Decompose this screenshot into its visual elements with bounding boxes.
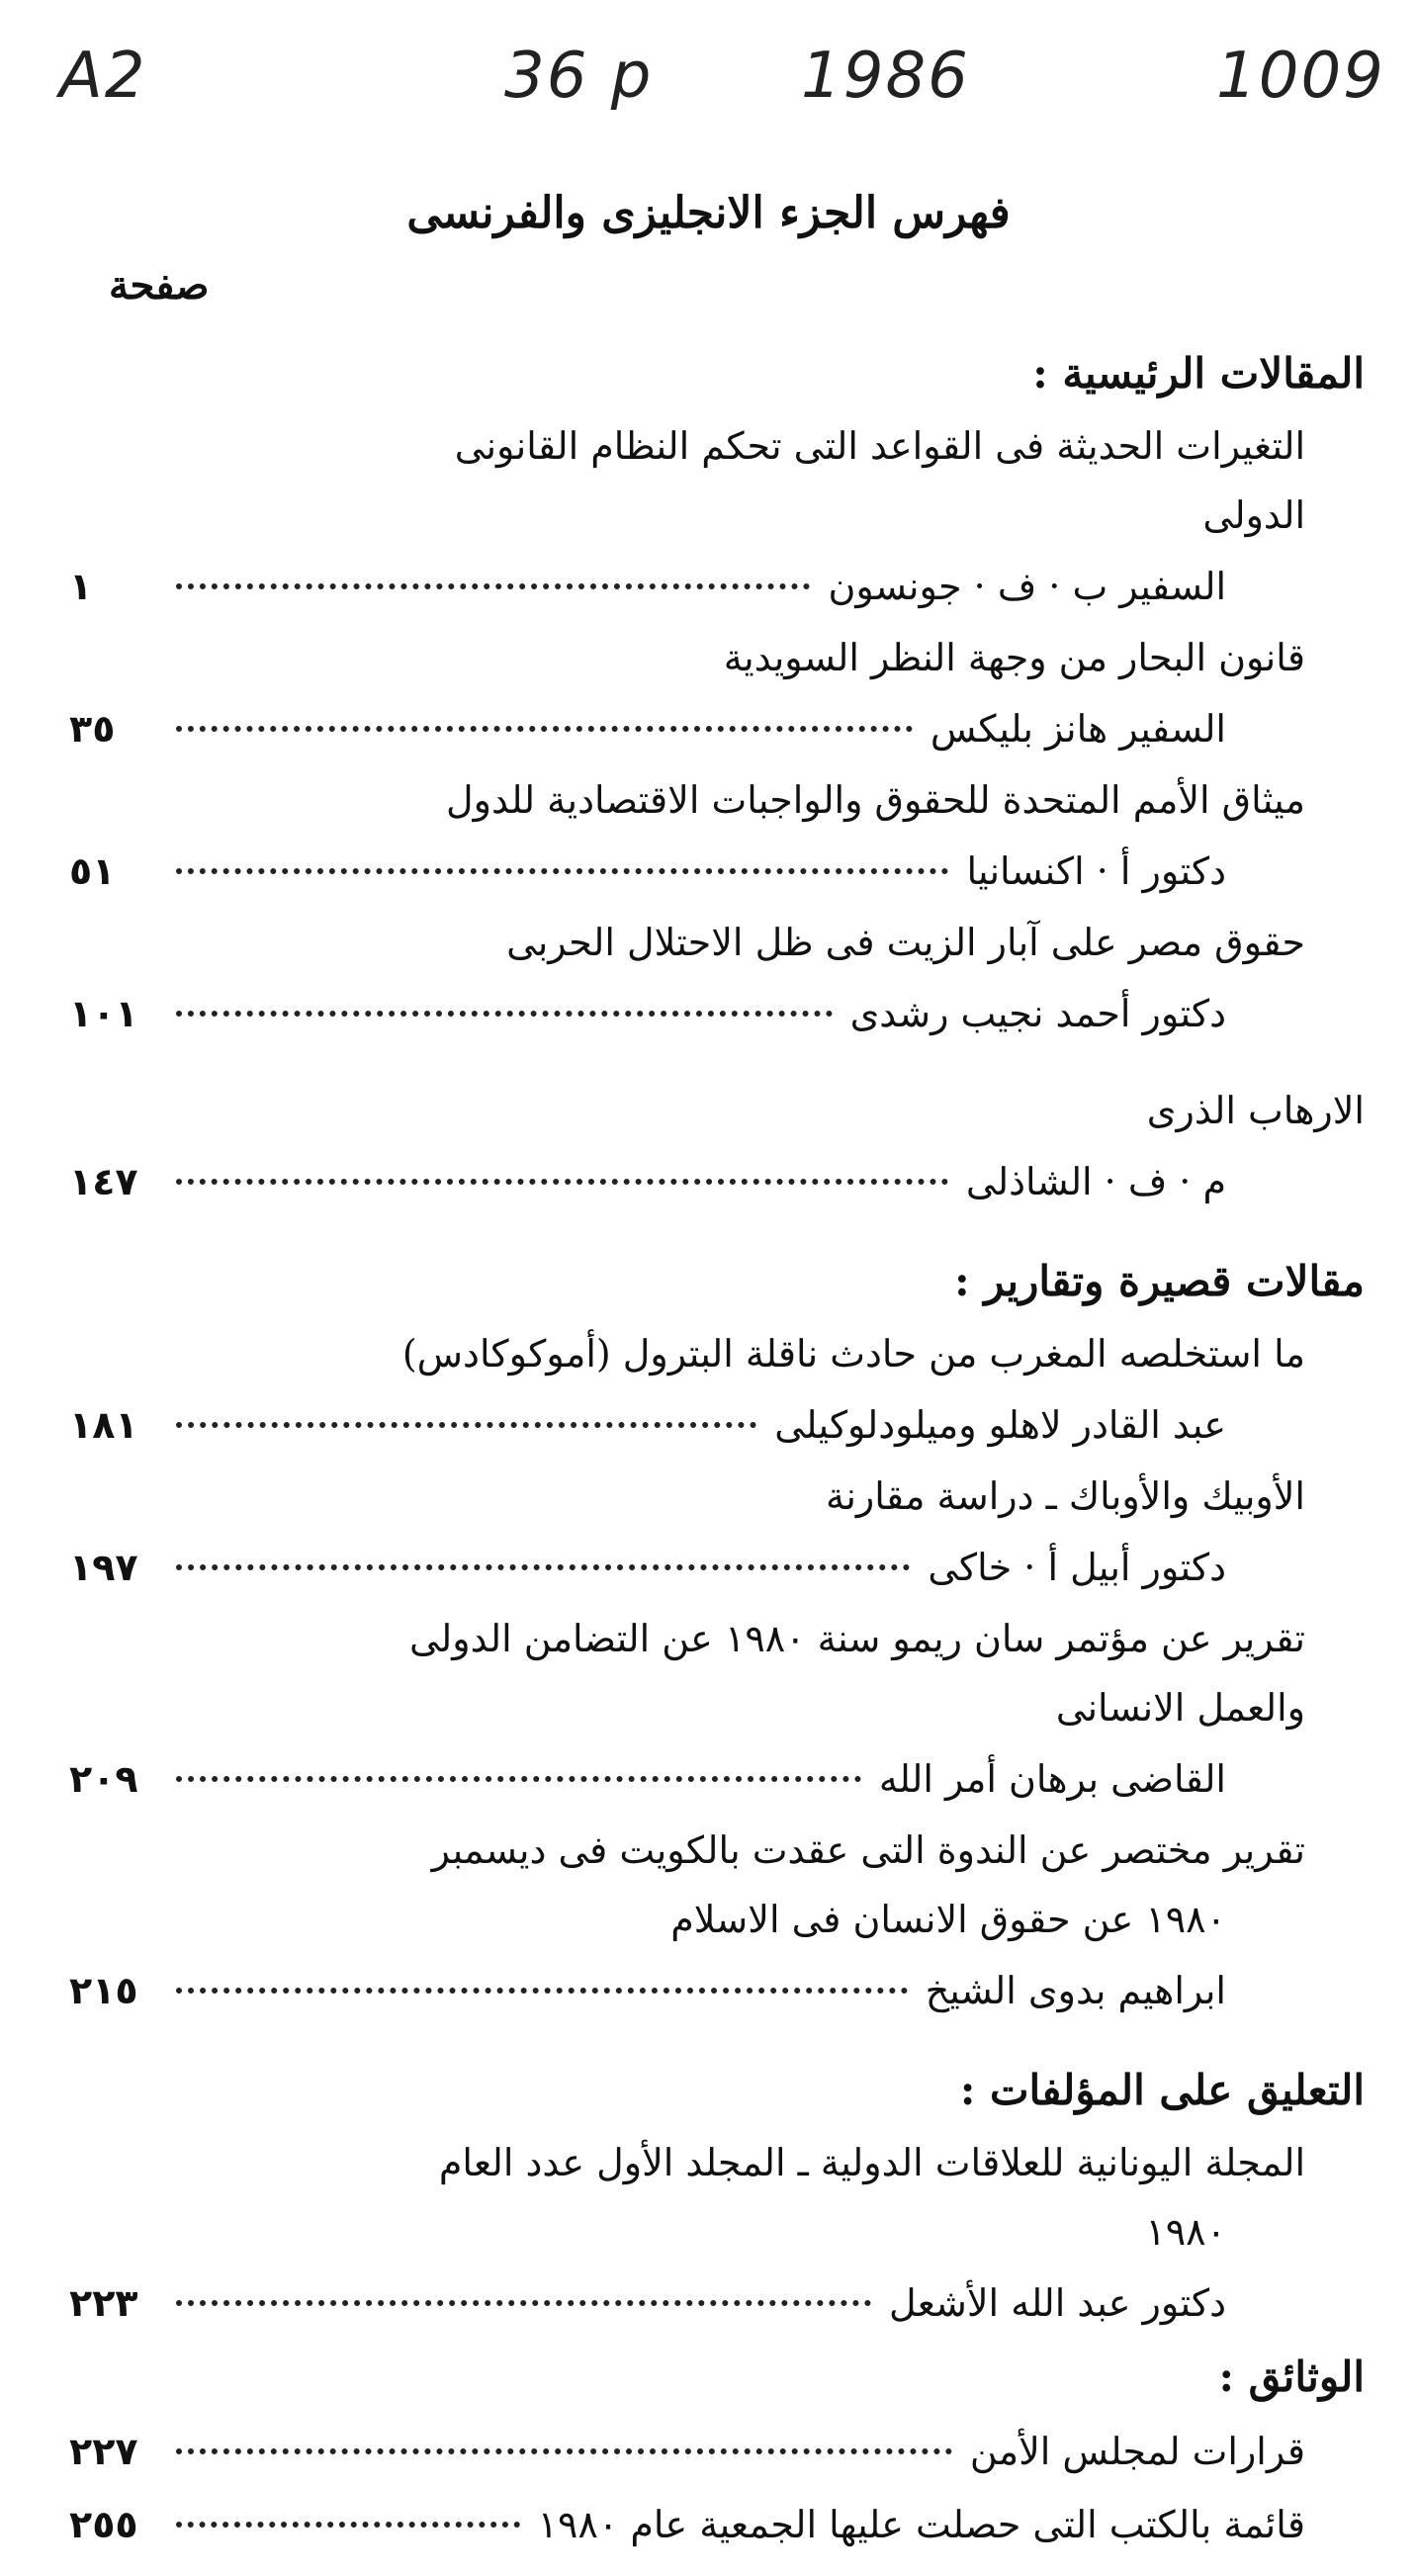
dot-leader: [176, 1011, 833, 1017]
entry-title: المجلة اليونانية للعلاقات الدولية ـ المجلد الأول عدد العام: [438, 2141, 1305, 2184]
dot-leader: [176, 1564, 910, 1570]
entry-author: م · ف · الشاذلى: [965, 1160, 1226, 1203]
page-number: ٣٥: [69, 707, 116, 751]
page-number: ١: [69, 565, 93, 608]
dot-leader: [176, 2300, 871, 2306]
entry-author: دكتور أ · اكنسانيا: [966, 849, 1226, 893]
entry-title: التغيرات الحديثة فى القواعد التى تحكم النظام القانونى: [454, 424, 1305, 468]
toc-entry-row: [69, 1742, 1365, 1816]
entry-title: تقرير عن مؤتمر سان ريمو سنة ١٩٨٠ عن التضامن الدولى: [409, 1617, 1305, 1660]
toc-entry-row: [69, 2488, 1365, 2561]
spacer: [69, 1218, 1365, 1244]
entry-title: ما استخلصه المغرب من حادث ناقلة البترول (أموكوكادس): [401, 1332, 1305, 1376]
page-column-label: صفحة: [109, 262, 210, 309]
section-heading-main-articles: المقالات الرئيسية :: [1032, 349, 1365, 398]
entry-author: السفير هانز بليكس: [930, 707, 1226, 751]
page-number: ٢٠٩: [69, 1757, 138, 1801]
spacer: [69, 1050, 1365, 1076]
page-number: ١٠١: [69, 992, 138, 1035]
entry-author: دكتور أحمد نجيب رشدى: [849, 992, 1226, 1035]
toc-entry-row: [69, 835, 1365, 908]
handwritten-ref-1: A2: [59, 40, 147, 113]
dot-leader: [176, 1988, 908, 1994]
section-heading-short-articles: مقالات قصيرة وتقارير :: [954, 1257, 1365, 1305]
toc-entry-row: [69, 2266, 1365, 2340]
toc-entry-row: [69, 1145, 1365, 1218]
toc-entry-row: [69, 1388, 1365, 1462]
page-number: ١٤٧: [69, 1160, 138, 1203]
spacer: [69, 2027, 1365, 2053]
handwritten-number: 1009: [1216, 40, 1385, 113]
handwritten-year: 1986: [801, 40, 970, 113]
page-number: ٢١٥: [69, 1969, 138, 2012]
entry-author: عبد القادر لاهلو وميلودلوكيلى: [774, 1403, 1226, 1447]
entry-title-continued: ١٩٨٠: [1145, 2210, 1226, 2254]
entry-title: ميثاق الأمم المتحدة للحقوق والواجبات الاقتصادية للدول: [446, 778, 1305, 822]
entry-author: السفير ب · ف · جونسون: [828, 565, 1226, 608]
toc-entry-row: [69, 692, 1365, 765]
entry-title: الارهاب الذرى: [1146, 1089, 1365, 1132]
page-number: ٢٢٧: [69, 2430, 138, 2473]
dot-leader: [176, 2522, 520, 2528]
entry-title: حقوق مصر على آبار الزيت فى ظل الاحتلال الحربى: [506, 921, 1305, 964]
entry-title: قائمة بالكتب التى حصلت عليها الجمعية عام ١٩٨٠: [537, 2503, 1305, 2546]
toc-entry-row: [69, 1531, 1365, 1604]
entry-title-continued: والعمل الانسانى: [1055, 1686, 1305, 1730]
section-heading-reviews: التعليق على المؤلفات :: [959, 2066, 1365, 2114]
toc-entry-row: [69, 977, 1365, 1050]
page-number: ٢٢٣: [69, 2281, 138, 2325]
dot-leader: [176, 2448, 952, 2454]
toc-entry-row: [69, 2415, 1365, 2488]
entry-title: الأوبيك والأوباك ـ دراسة مقارنة: [825, 1474, 1305, 1518]
entry-author: دكتور عبد الله الأشعل: [888, 2281, 1226, 2325]
entry-title: قانون البحار من وجهة النظر السويدية: [723, 636, 1305, 679]
section-heading-documents: الوثائق :: [1218, 2353, 1365, 2401]
entry-author: ابراهيم بدوى الشيخ: [925, 1969, 1226, 2012]
dot-leader: [176, 868, 948, 874]
entry-title-continued: الدولى: [1202, 493, 1305, 537]
dot-leader: [176, 1422, 756, 1428]
page-number: ١٩٧: [69, 1546, 138, 1589]
page-title: فهرس الجزء الانجليزى والفرنسى: [406, 188, 1011, 238]
entry-title: قرارات لمجلس الأمن: [969, 2430, 1305, 2473]
entry-title-continued: ١٩٨٠ عن حقوق الانسان فى الاسلام: [670, 1898, 1226, 1941]
page-number: ٥١: [69, 849, 116, 893]
dot-leader: [176, 583, 810, 589]
entry-title: تقرير مختصر عن الندوة التى عقدت بالكويت فى ديسمبر: [431, 1828, 1305, 1872]
toc-entry-row: [69, 1954, 1365, 2027]
dot-leader: [176, 1776, 861, 1782]
table-of-contents: [69, 336, 1365, 2561]
entry-author: دكتور أبيل أ · خاكى: [928, 1546, 1226, 1589]
page-number: ٢٥٥: [69, 2503, 138, 2546]
toc-entry-row: [69, 550, 1365, 623]
dot-leader: [176, 726, 913, 732]
entry-author: القاضى برهان أمر الله: [878, 1757, 1226, 1801]
handwritten-ref-2: 36 p: [504, 40, 654, 113]
page-number: ١٨١: [69, 1403, 138, 1447]
dot-leader: [176, 1179, 948, 1185]
